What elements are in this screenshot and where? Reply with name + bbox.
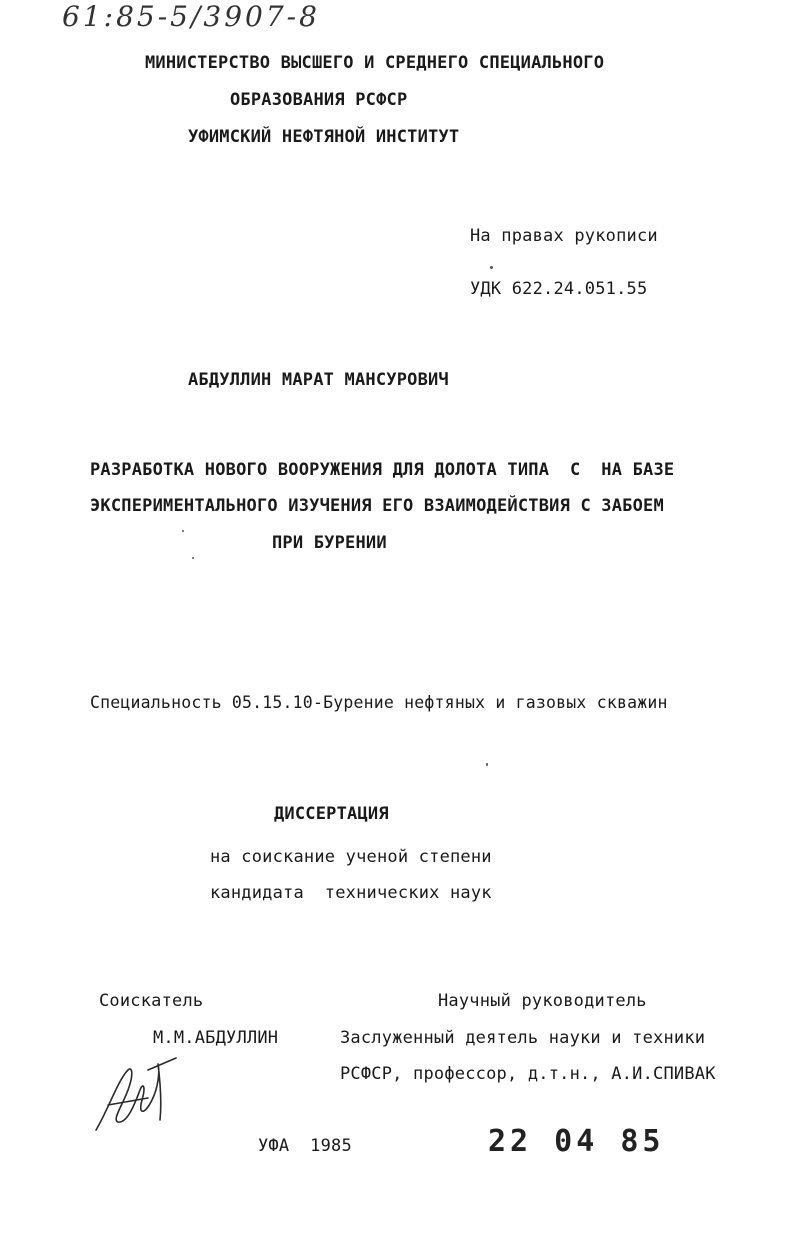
supervisor-label: Научный руководитель [438,991,647,1011]
place-year: УФА 1985 [258,1136,352,1156]
dissertation-line-1: на соискание ученой степени [210,847,492,867]
udk-code: УДК 622.24.051.55 [470,279,648,299]
speck [192,557,194,559]
signature [88,1050,188,1140]
dissertation-heading: ДИССЕРТАЦИЯ [274,804,389,824]
specialty: Специальность 05.15.10-Бурение нефтяных и газовых скважин [90,693,668,712]
ministry-line-2: ОБРАЗОВАНИЯ РСФСР [230,90,408,110]
title-line-3: ПРИ БУРЕНИИ [272,533,387,553]
speck [486,763,488,766]
manuscript-note: На правах рукописи [470,226,658,246]
author-name: АБДУЛЛИН МАРАТ МАНСУРОВИЧ [188,370,449,390]
supervisor-line-1: Заслуженный деятель науки и техники [340,1028,706,1048]
date-stamp: 22 04 85 [488,1124,665,1159]
supervisor-line-2: РСФСР, профессор, д.т.н., А.И.СПИВАК [340,1064,716,1084]
title-line-1: РАЗРАБОТКА НОВОГО ВООРУЖЕНИЯ ДЛЯ ДОЛОТА ТИПА С НА БАЗЕ [90,460,675,480]
dot-mark [490,266,493,269]
dissertation-line-2: кандидата технических наук [210,883,492,903]
ministry-line-1: МИНИСТЕРСТВО ВЫСШЕГО И СРЕДНЕГО СПЕЦИАЛЬНОГО [145,53,605,73]
handwritten-reference: 61:85-5/3907-8 [62,0,320,33]
title-line-2: ЭКСПЕРИМЕНТАЛЬНОГО ИЗУЧЕНИЯ ЕГО ВЗАИМОДЕЙСТВИЯ С ЗАБОЕМ [90,496,664,516]
speck [182,530,184,532]
applicant-label: Соискатель [99,991,204,1011]
applicant-name: М.М.АБДУЛЛИН [153,1028,279,1048]
institute-name: УФИМСКИЙ НЕФТЯНОЙ ИНСТИТУТ [188,127,460,147]
